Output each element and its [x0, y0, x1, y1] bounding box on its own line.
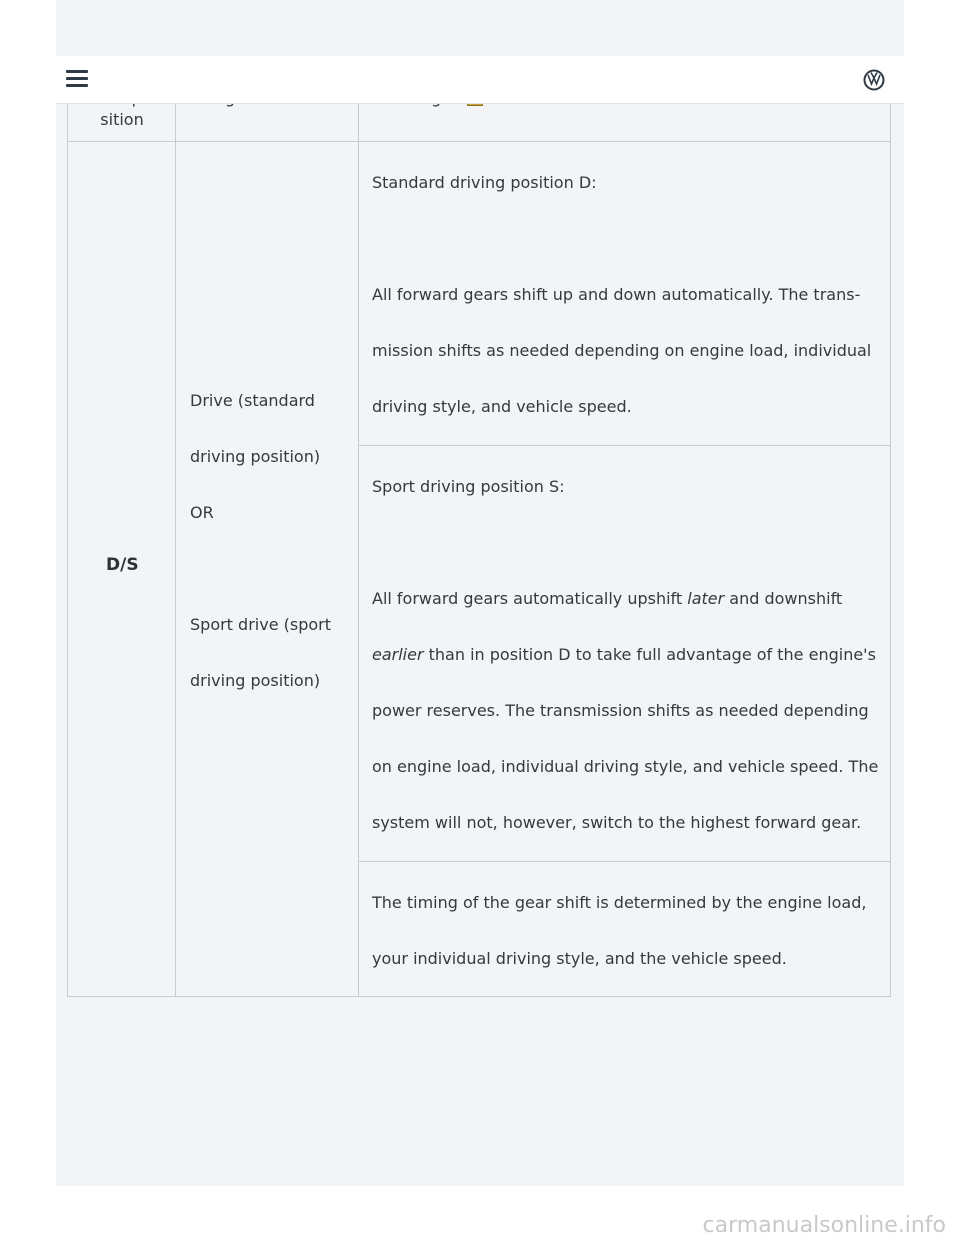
spacer [372, 515, 878, 571]
meaning-timing-cell [372, 875, 866, 987]
meaning-text: than in position D to take full advantage of the engine's [423, 645, 876, 664]
meaning-line: your individual driving style, and the vehicle speed. [372, 949, 787, 968]
meaning-line: on engine load, individual driving style, and vehicle speed. The [372, 757, 879, 776]
meaning-standard-cell [372, 155, 871, 435]
meaning-emphasis: earlier [372, 645, 424, 664]
designation-or: OR [190, 503, 214, 522]
meaning-text: All forward gears automatically upshift [372, 589, 688, 608]
selector-symbol: D/S [106, 555, 139, 575]
table-divider [175, 61, 176, 996]
meaning-line: mission shifts as needed depending on engine load, individual [372, 341, 872, 360]
watermark: carmanualsonline.info [702, 1213, 946, 1238]
designation-line: driving position) [190, 447, 321, 466]
meaning-sport-cell [372, 459, 878, 851]
meaning-title: Standard driving position D: [372, 173, 597, 192]
meaning-text: and downshift [724, 589, 843, 608]
meaning-line: All forward gears shift up and down automatically. The trans- [372, 285, 861, 304]
vw-logo-icon[interactable] [863, 69, 885, 91]
meaning-line: The timing of the gear shift is determined by the engine load, [372, 893, 867, 912]
top-bar [56, 56, 904, 104]
header-lever-position-line2: sition [100, 110, 144, 129]
row-divider [358, 861, 890, 862]
gear-table [67, 60, 891, 997]
spacer [190, 541, 331, 597]
designation-line: driving position) [190, 671, 321, 690]
meaning-line: driving style, and vehicle speed. [372, 397, 632, 416]
spacer [372, 211, 871, 267]
menu-icon[interactable] [66, 70, 88, 88]
designation-line: Drive (standard [190, 391, 315, 410]
meaning-line: power reserves. The transmission shifts as needed depending [372, 701, 869, 720]
meaning-line: system will not, however, switch to the highest forward gear. [372, 813, 862, 832]
table-divider [358, 61, 359, 996]
meaning-line [372, 627, 878, 683]
designation-line: Sport drive (sport [190, 615, 331, 634]
header-divider [68, 141, 890, 142]
meaning-title: Sport driving position S: [372, 477, 565, 496]
meaning-line [372, 571, 878, 627]
meaning-emphasis: later [687, 589, 725, 608]
designation-cell [190, 373, 331, 709]
row-divider [358, 445, 890, 446]
